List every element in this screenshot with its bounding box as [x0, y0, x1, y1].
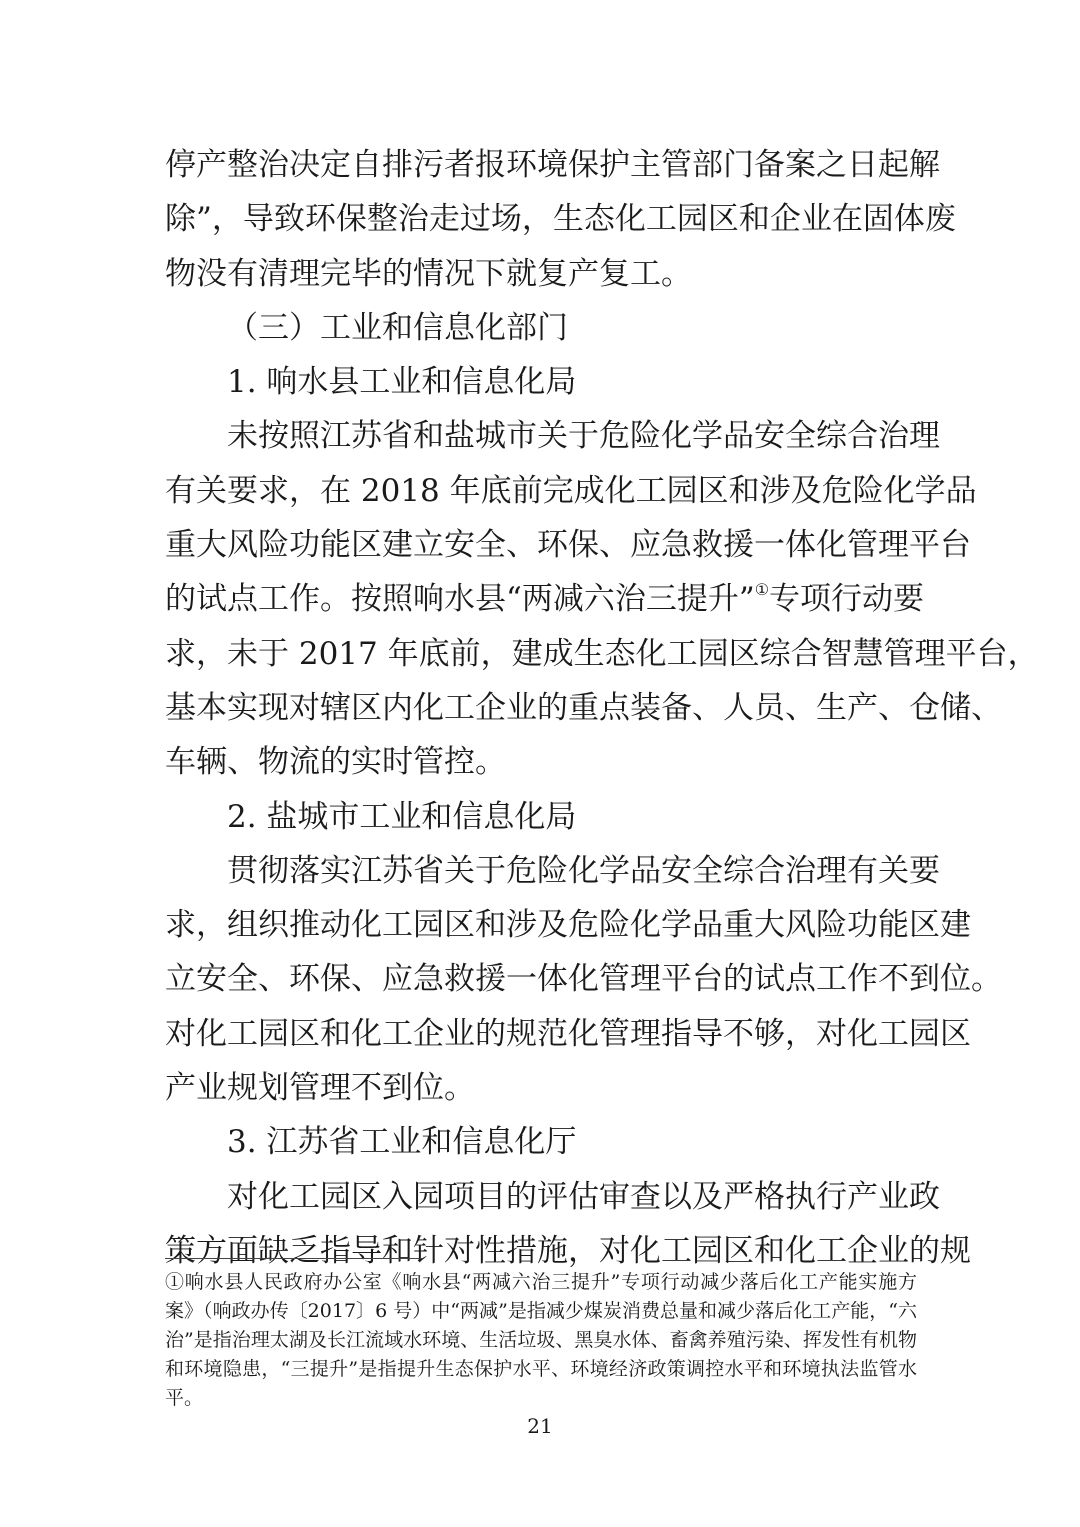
subheading-jiangsu-department: 3. 江苏省工业和信息化厅 [227, 1124, 577, 1161]
footnote-line-4: 和环境隐患，“三提升”是指提升生态保护水平、环境经济政策调控水平和环境执法监管水 [165, 1358, 917, 1380]
footnote-line-1: ①响水县人民政府办公室《响水县“两减六治三提升”专项行动减少落后化工产能实施方 [165, 1271, 917, 1293]
footnote-line-2: 案》（响政办传〔2017〕6 号）中“两减”是指减少煤炭消费总量和减少落后化工产能，“六 [165, 1300, 917, 1322]
page-number: 21 [527, 1414, 553, 1438]
footnote-reference-mark: ① [754, 580, 770, 600]
body-line-18: 产业规划管理不到位。 [165, 1070, 475, 1107]
body-line-1: 停产整治决定自排污者报环境保护主管部门备案之日起解 [165, 147, 940, 183]
footnote-divider [165, 1258, 423, 1259]
subheading-yancheng-bureau: 2. 盐城市工业和信息化局 [227, 798, 577, 835]
body-line-15: 求，组织推动化工园区和涉及危险化学品重大风险功能区建 [165, 907, 971, 944]
section-heading-3: （三）工业和信息化部门 [227, 309, 568, 346]
body-line-16: 立安全、环保、应急救援一体化管理平台的试点工作不到位。 [165, 961, 1002, 998]
body-line-9-part-a: 的试点工作。按照响水县“两减六治三提升” [165, 581, 755, 618]
body-line-12: 车辆、物流的实时管控。 [165, 744, 506, 781]
body-line-2: 除”，导致环保整治走过场，生态化工园区和企业在固体废 [165, 201, 956, 238]
body-line-20: 对化工园区入园项目的评估审查以及严格执行产业政 [227, 1178, 940, 1215]
body-line-21: 策方面缺乏指导和针对性措施，对化工园区和化工企业的规 [165, 1232, 971, 1269]
body-line-14: 贯彻落实江苏省关于危险化学品安全综合治理有关要 [227, 852, 940, 889]
body-line-7: 有关要求，在 2018 年底前完成化工园区和涉及危险化学品 [165, 472, 977, 509]
subheading-xiangshui-bureau: 1. 响水县工业和信息化局 [227, 364, 577, 401]
footnote-line-5: 平。 [165, 1387, 204, 1409]
body-text [165, 138, 1039, 1278]
body-line-8: 重大风险功能区建立安全、环保、应急救援一体化管理平台 [165, 527, 971, 564]
body-line-3: 物没有清理完毕的情况下就复产复工。 [165, 255, 692, 292]
body-line-9 [165, 572, 925, 626]
footnote-line-3: 治”是指治理太湖及长江流域水环境、生活垃圾、黑臭水体、畜禽养殖污染、挥发性有机物 [165, 1329, 917, 1351]
body-line-9-part-b: 专项行动要 [769, 581, 925, 618]
footnote [165, 1268, 917, 1413]
body-line-17: 对化工园区和化工企业的规范化管理指导不够，对化工园区 [165, 1015, 971, 1052]
body-line-6: 未按照江苏省和盐城市关于危险化学品安全综合治理 [227, 418, 940, 455]
body-line-10: 求，未于 2017 年底前，建成生态化工园区综合智慧管理平台， [165, 635, 1039, 672]
body-line-11: 基本实现对辖区内化工企业的重点装备、人员、生产、仓储、 [165, 689, 1002, 726]
